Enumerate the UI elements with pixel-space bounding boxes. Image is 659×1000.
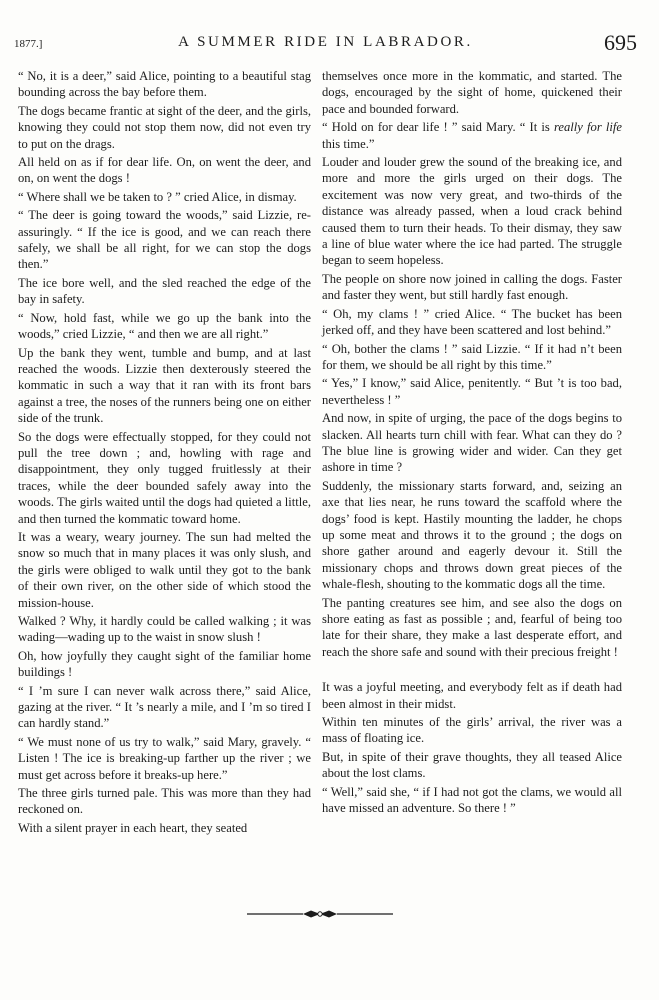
paragraph: The dogs became frantic at sight of the deer, and the girls, knowing they could not stop them now, did not even try to put on the drags. [18,103,311,151]
paragraph: With a silent prayer in each heart, they seated [18,820,248,835]
paragraph: Within ten minutes of the girls’ arrival, the river was a mass of floating ice. [322,715,622,746]
paragraph: “ The deer is going toward the woods,” said Lizzie, re-assuringly. “ If the ice is good, and we can reach there safely, we shall be all right, for we can stop the dogs then.” [18,208,311,272]
header-year: 1877.] [14,38,43,50]
paragraph: Louder and louder grew the sound of the breaking ice, and more and more the girls urged on their dogs. The excitement was now very great, and two-thirds of the distance was already passed, when a loud crack behind caused them to turn their heads. To their dismay, they saw a line of blue water where the ice had parted. The struggle began to seem hopeless. [322,155,622,268]
paragraph [322,119,622,152]
quote-text: this time.” [322,136,375,151]
paragraph: And now, in spite of urging, the pace of the dogs begins to slacken. All hearts turn chill with fear. What can they do ? The blue line is growing wider and wider. Can they get ashore in time ? [322,411,622,475]
paragraph: It was a joyful meeting, and everybody felt as if death had been almost in their midst. [322,680,622,711]
paragraph: But, in spite of their grave thoughts, they all teased Alice about the lost clams. [322,749,622,781]
italic-emphasis: really for life [553,120,622,135]
paragraph: The ice bore well, and the sled reached the edge of the bay in safety. [18,275,311,307]
paragraph: “ Where shall we be taken to ? ” cried Alice, in dismay. [18,189,297,204]
paragraph: “ I ’m sure I can never walk across there,” said Alice, gazing at the river. “ It ’s nearly a mile, and I ’m so tired I can hardly stand.” [18,683,311,731]
paragraph: “ Yes,” I know,” said Alice, penitently. “ But ’t is too bad, nevertheless ! ” [322,376,622,407]
paragraph: The panting creatures see him, and see also the dogs on shore eating as fast as possible ; and, fearful of being too late for their share, they make a last desperate effort, and reach the shore safe and sound with their precious freight ! [322,595,622,659]
running-header [14,30,637,56]
quote-text: “ Hold on for dear life ! ” said Mary. “ It is [322,120,554,135]
paragraph: The three girls turned pale. This was more than they had reckoned on. [18,786,311,817]
paragraph: The people on shore now joined in calling the dogs. Faster and faster they went, but still hardly fast enough. [322,271,622,303]
paragraph: Walked ? Why, it hardly could be called walking ; it was wading—wading up to the waist in snow slush ! [18,614,311,645]
paragraph: All held on as if for dear life. On, on went the deer, and on, on went the dogs ! [18,155,311,186]
paragraph: Up the bank they went, tumble and bump, and at last reached the woods. Lizzie then dexterously steered the kommatic in such a way that it ran with its front bars against a tree, the noses of the runners being one on either side of the trunk. [18,345,311,426]
paragraph: “ Oh, my clams ! ” cried Alice. “ The bucket has been jerked off, and they have been scattered and lost behind.” [322,306,622,338]
paragraph: “ Well,” said she, “ if I had not got the clams, we would all have missed an adventure. So there ! ” [322,784,622,816]
tailpiece-ornament-icon [245,908,395,920]
paragraph: Suddenly, the missionary starts forward, and, seizing an axe that lies near, he runs toward the scaffold where the dogs’ food is kept. Hastily mounting the ladder, he chops up some meat and throws it to the ground ; the dogs on shore gather around and eagerly devour it. Still the missionary chops and throws down great pieces of the whale-flesh, shouting to the kommatic dogs all the time. [322,478,622,592]
paragraph: “ Oh, bother the clams ! ” said Lizzie. “ If it had n’t been for them, we should be all right by this time.” [322,341,622,372]
paragraph: “ We must none of us try to walk,” said Mary, gravely. “ Listen ! The ice is breaking-up farther up the river ; we must get across before it breaks-up here.” [18,734,311,782]
paragraph: It was a weary, weary journey. The sun had melted the snow so much that in many places it was only slush, and the girls were obliged to walk until they got to the bank of their own river, on the other side of which stood the mission-house. [18,529,311,610]
header-title: A SUMMER RIDE IN LABRADOR. [178,34,473,50]
right-column [322,68,622,816]
page-number: 695 [604,30,637,55]
paragraph: Oh, how joyfully they caught sight of the familiar home buildings ! [18,648,311,680]
paragraph: So the dogs were effectually stopped, for they could not pull the tree down ; and, howling with rage and disappointment, they only tugged fruitlessly at their traces, while the deer bounded safely away into the woods. The girls waited until the dogs had quieted a little, and then turned the kommatic toward home. [18,429,311,526]
left-column [18,68,311,836]
paragraph: “ Now, hold fast, while we go up the bank into the woods,” cried Lizzie, “ and then we are all right.” [18,310,311,342]
paragraph: themselves once more in the kommatic, and started. The dogs, encouraged by the sight of home, quickened their pace and bounded forward. [322,69,622,116]
paragraph: “ No, it is a deer,” said Alice, pointing to a beautiful stag bounding across the bay before them. [18,69,311,100]
